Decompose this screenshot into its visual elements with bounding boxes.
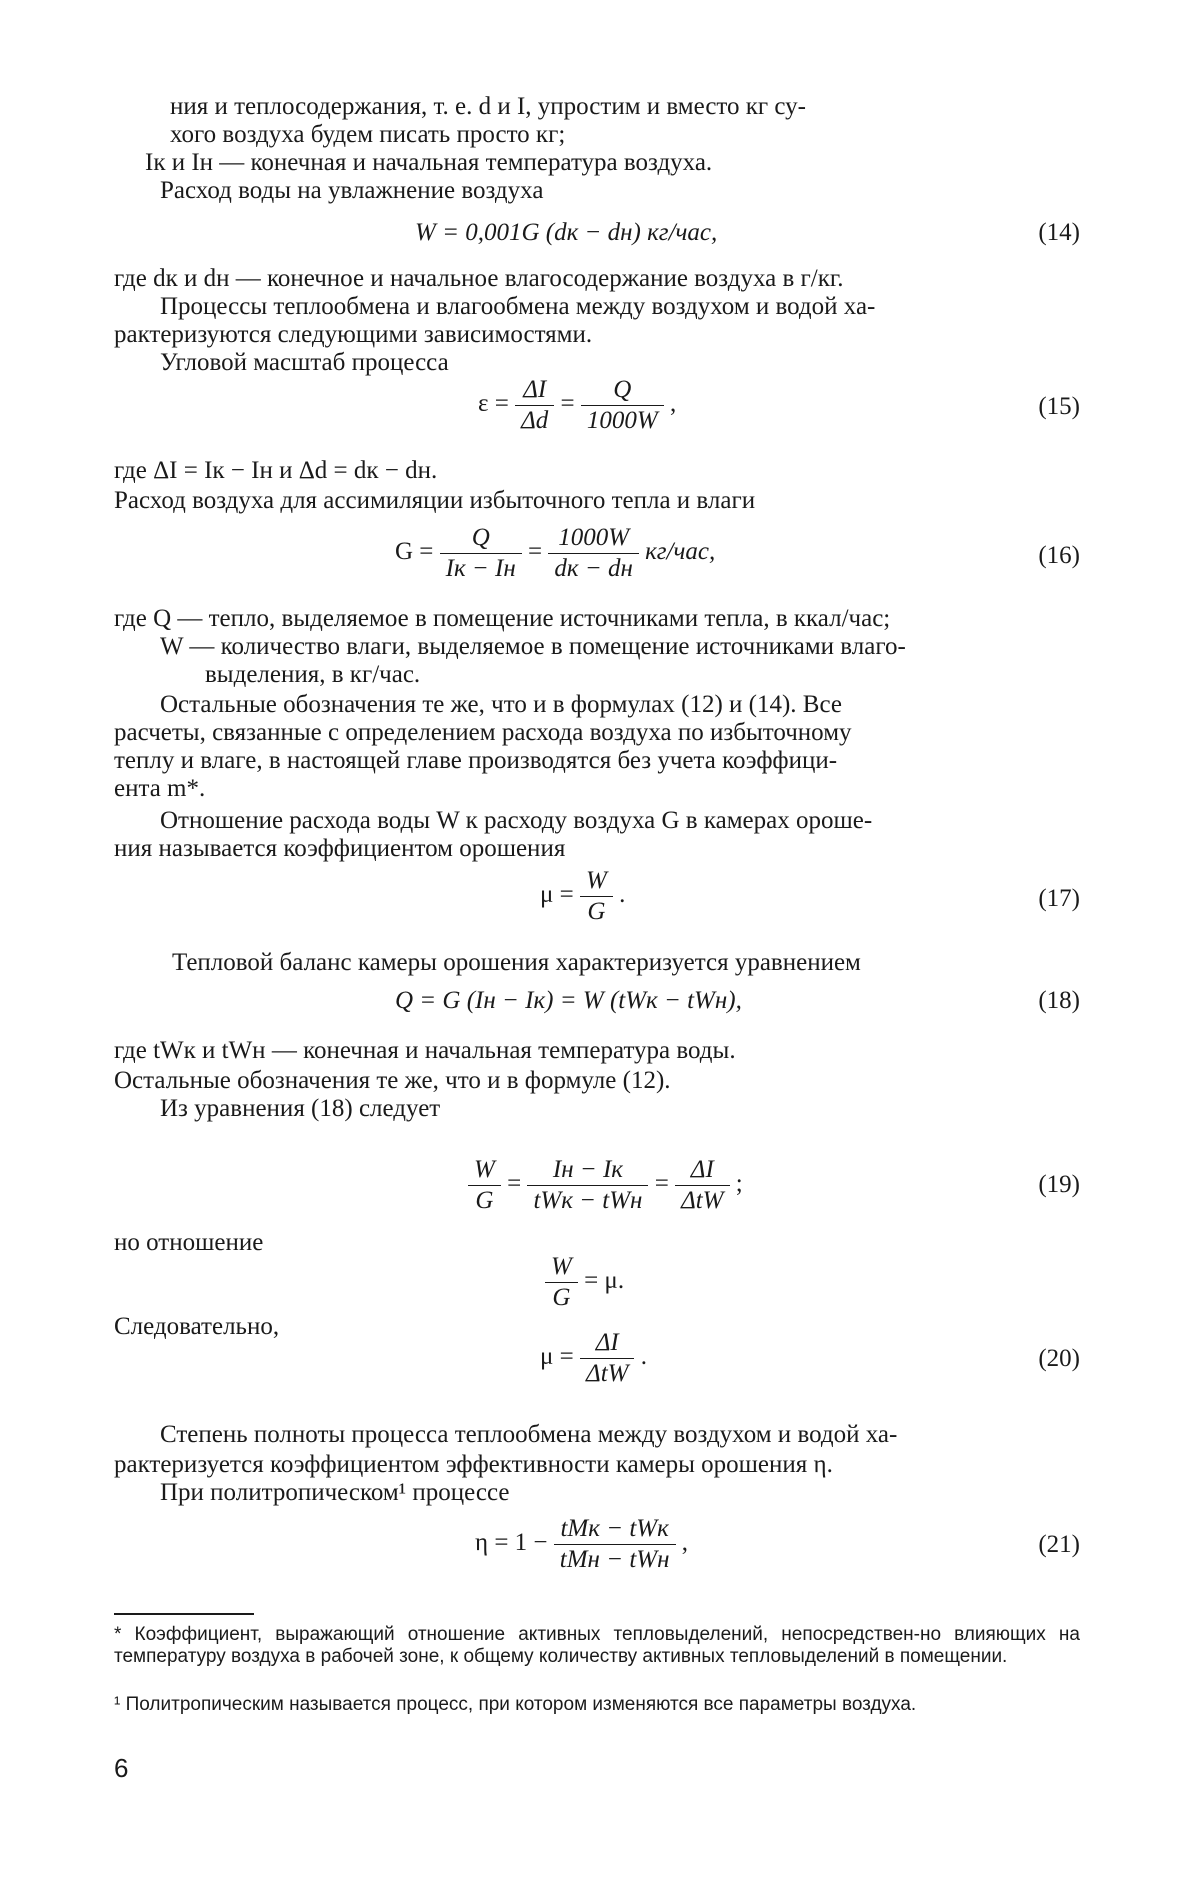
numerator: ΔI bbox=[515, 375, 554, 406]
text-line: Отношение расхода воды W к расходу воздуха G в камерах ороше- bbox=[160, 807, 873, 834]
text-line: расчеты, связанные с определением расхода воздуха по избыточному bbox=[114, 719, 852, 746]
page-number: 6 bbox=[114, 1753, 129, 1783]
formula-text: ε = bbox=[478, 390, 509, 418]
formula-text: , bbox=[669, 390, 677, 418]
footnote-divider bbox=[114, 1613, 254, 1615]
text-line: но отношение bbox=[114, 1229, 264, 1256]
numerator: 1000W bbox=[548, 523, 638, 554]
text-line: ента m*. bbox=[114, 775, 206, 802]
numerator: ΔI bbox=[580, 1328, 634, 1359]
text-line: При политропическом¹ процессе bbox=[160, 1479, 510, 1506]
text-line: рактеризуется коэффициентом эффективности камеры орошения η. bbox=[114, 1451, 833, 1478]
text-line: Следовательно, bbox=[114, 1313, 280, 1340]
text-line: где Q — тепло, выделяемое в помещение источниками тепла, в ккал/час; bbox=[114, 605, 891, 632]
formula-text: . bbox=[640, 1343, 647, 1371]
formula-17 bbox=[540, 866, 625, 927]
formula-19 bbox=[468, 1155, 743, 1216]
formula-text: = bbox=[654, 1170, 669, 1198]
text-line: ния и теплосодержания, т. е. d и I, упростим и вместо кг су- bbox=[170, 93, 806, 120]
text-line: Угловой масштаб процесса bbox=[160, 349, 449, 376]
formula-16 bbox=[395, 523, 715, 584]
equation-number: (18) bbox=[1038, 987, 1080, 1014]
denominator: tMн − tWн bbox=[559, 1546, 670, 1573]
text-line: W — количество влаги, выделяемое в помещение источниками влаго- bbox=[160, 633, 906, 660]
fraction bbox=[580, 1328, 634, 1389]
fraction bbox=[580, 866, 613, 927]
formula-text: . bbox=[619, 881, 626, 909]
denominator: Iк − Iн bbox=[445, 555, 516, 582]
text-line: где tWк и tWн — конечная и начальная температура воды. bbox=[114, 1037, 736, 1064]
text-line: теплу и влаге, в настоящей главе производятся без учета коэффици- bbox=[114, 747, 838, 774]
formula-text: μ = bbox=[540, 1343, 574, 1371]
denominator: 1000W bbox=[586, 407, 658, 434]
fraction bbox=[468, 1155, 501, 1216]
footnote: * Коэффициент, выражающий отношение активных тепловыделений, непосредствен-но влияющих на температуру воздуха в рабочей зоне, к общему количеству активных тепловыделений в помещении. bbox=[114, 1624, 1080, 1667]
fraction bbox=[545, 1252, 578, 1313]
denominator: ΔtW bbox=[586, 1360, 629, 1387]
fraction bbox=[581, 375, 664, 436]
fraction bbox=[440, 523, 522, 584]
equation-number: (19) bbox=[1038, 1171, 1080, 1198]
denominator: dк − dн bbox=[554, 555, 633, 582]
formula-21 bbox=[475, 1514, 688, 1575]
formula-text: кг/час, bbox=[645, 538, 716, 566]
formula-text: ; bbox=[735, 1170, 743, 1198]
footnote: ¹ Политропическим называется процесс, при котором изменяются все параметры воздуха. bbox=[114, 1694, 917, 1715]
text-line: Степень полноты процесса теплообмена между воздухом и водой ха- bbox=[160, 1421, 898, 1448]
formula-ratio bbox=[545, 1252, 624, 1313]
formula-14: W = 0,001G (dк − dн) кг/час, bbox=[415, 219, 718, 246]
fraction bbox=[554, 1514, 676, 1575]
denominator: G bbox=[475, 1187, 494, 1214]
numerator: W bbox=[545, 1252, 578, 1283]
text-line: Тепловой баланс камеры орошения характеризуется уравнением bbox=[172, 949, 861, 976]
equation-number: (17) bbox=[1038, 885, 1080, 912]
formula-text: G = bbox=[395, 538, 434, 566]
formula-text: μ = bbox=[540, 881, 574, 909]
text-line: рактеризуются следующими зависимостями. bbox=[114, 321, 593, 348]
numerator: W bbox=[468, 1155, 501, 1186]
text-line: Расход воды на увлажнение воздуха bbox=[160, 177, 544, 204]
text-line: Расход воздуха для ассимиляции избыточного тепла и влаги bbox=[114, 487, 756, 514]
text-line: где dк и dн — конечное и начальное влагосодержание воздуха в г/кг. bbox=[114, 265, 844, 292]
formula-text: = bbox=[560, 390, 575, 418]
text-line: выделения, в кг/час. bbox=[205, 661, 421, 688]
denominator: G bbox=[587, 898, 606, 925]
numerator: Q bbox=[440, 523, 522, 554]
denominator: ΔtW bbox=[681, 1187, 724, 1214]
denominator: Δd bbox=[521, 407, 549, 434]
fraction bbox=[548, 523, 638, 584]
text-line: Остальные обозначения те же, что и в формулах (12) и (14). Все bbox=[160, 691, 842, 718]
text-line: хого воздуха будем писать просто кг; bbox=[170, 121, 566, 148]
formula-text: = μ. bbox=[584, 1267, 625, 1295]
formula-text: = bbox=[507, 1170, 522, 1198]
formula-text: η = 1 − bbox=[475, 1529, 548, 1557]
fraction bbox=[515, 375, 554, 436]
formula-18: Q = G (Iн − Iк) = W (tWк − tWн), bbox=[395, 987, 742, 1014]
numerator: ΔI bbox=[675, 1155, 729, 1186]
formula-20 bbox=[540, 1328, 647, 1389]
text-line: где ΔI = Iк − Iн и Δd = dк − dн. bbox=[114, 457, 438, 484]
equation-number: (14) bbox=[1038, 219, 1080, 246]
denominator: tWк − tWн bbox=[533, 1187, 643, 1214]
numerator: Iн − Iк bbox=[527, 1155, 648, 1186]
formula-text: = bbox=[528, 538, 543, 566]
text-line: Из уравнения (18) следует bbox=[160, 1095, 441, 1122]
equation-number: (16) bbox=[1038, 542, 1080, 569]
text-line: Iк и Iн — конечная и начальная температура воздуха. bbox=[145, 149, 713, 176]
text-line: Процессы теплообмена и влагообмена между воздухом и водой ха- bbox=[160, 293, 876, 320]
numerator: Q bbox=[581, 375, 664, 406]
formula-text: , bbox=[681, 1529, 688, 1557]
text-line: Остальные обозначения те же, что и в формуле (12). bbox=[114, 1067, 671, 1094]
formula-15 bbox=[478, 375, 676, 436]
fraction bbox=[675, 1155, 729, 1216]
numerator: tMк − tWк bbox=[554, 1514, 676, 1545]
numerator: W bbox=[580, 866, 613, 897]
equation-number: (15) bbox=[1038, 393, 1080, 420]
equation-number: (20) bbox=[1038, 1345, 1080, 1372]
text-line: ния называется коэффициентом орошения bbox=[114, 835, 566, 862]
fraction bbox=[527, 1155, 648, 1216]
denominator: G bbox=[552, 1284, 571, 1311]
equation-number: (21) bbox=[1038, 1531, 1080, 1558]
